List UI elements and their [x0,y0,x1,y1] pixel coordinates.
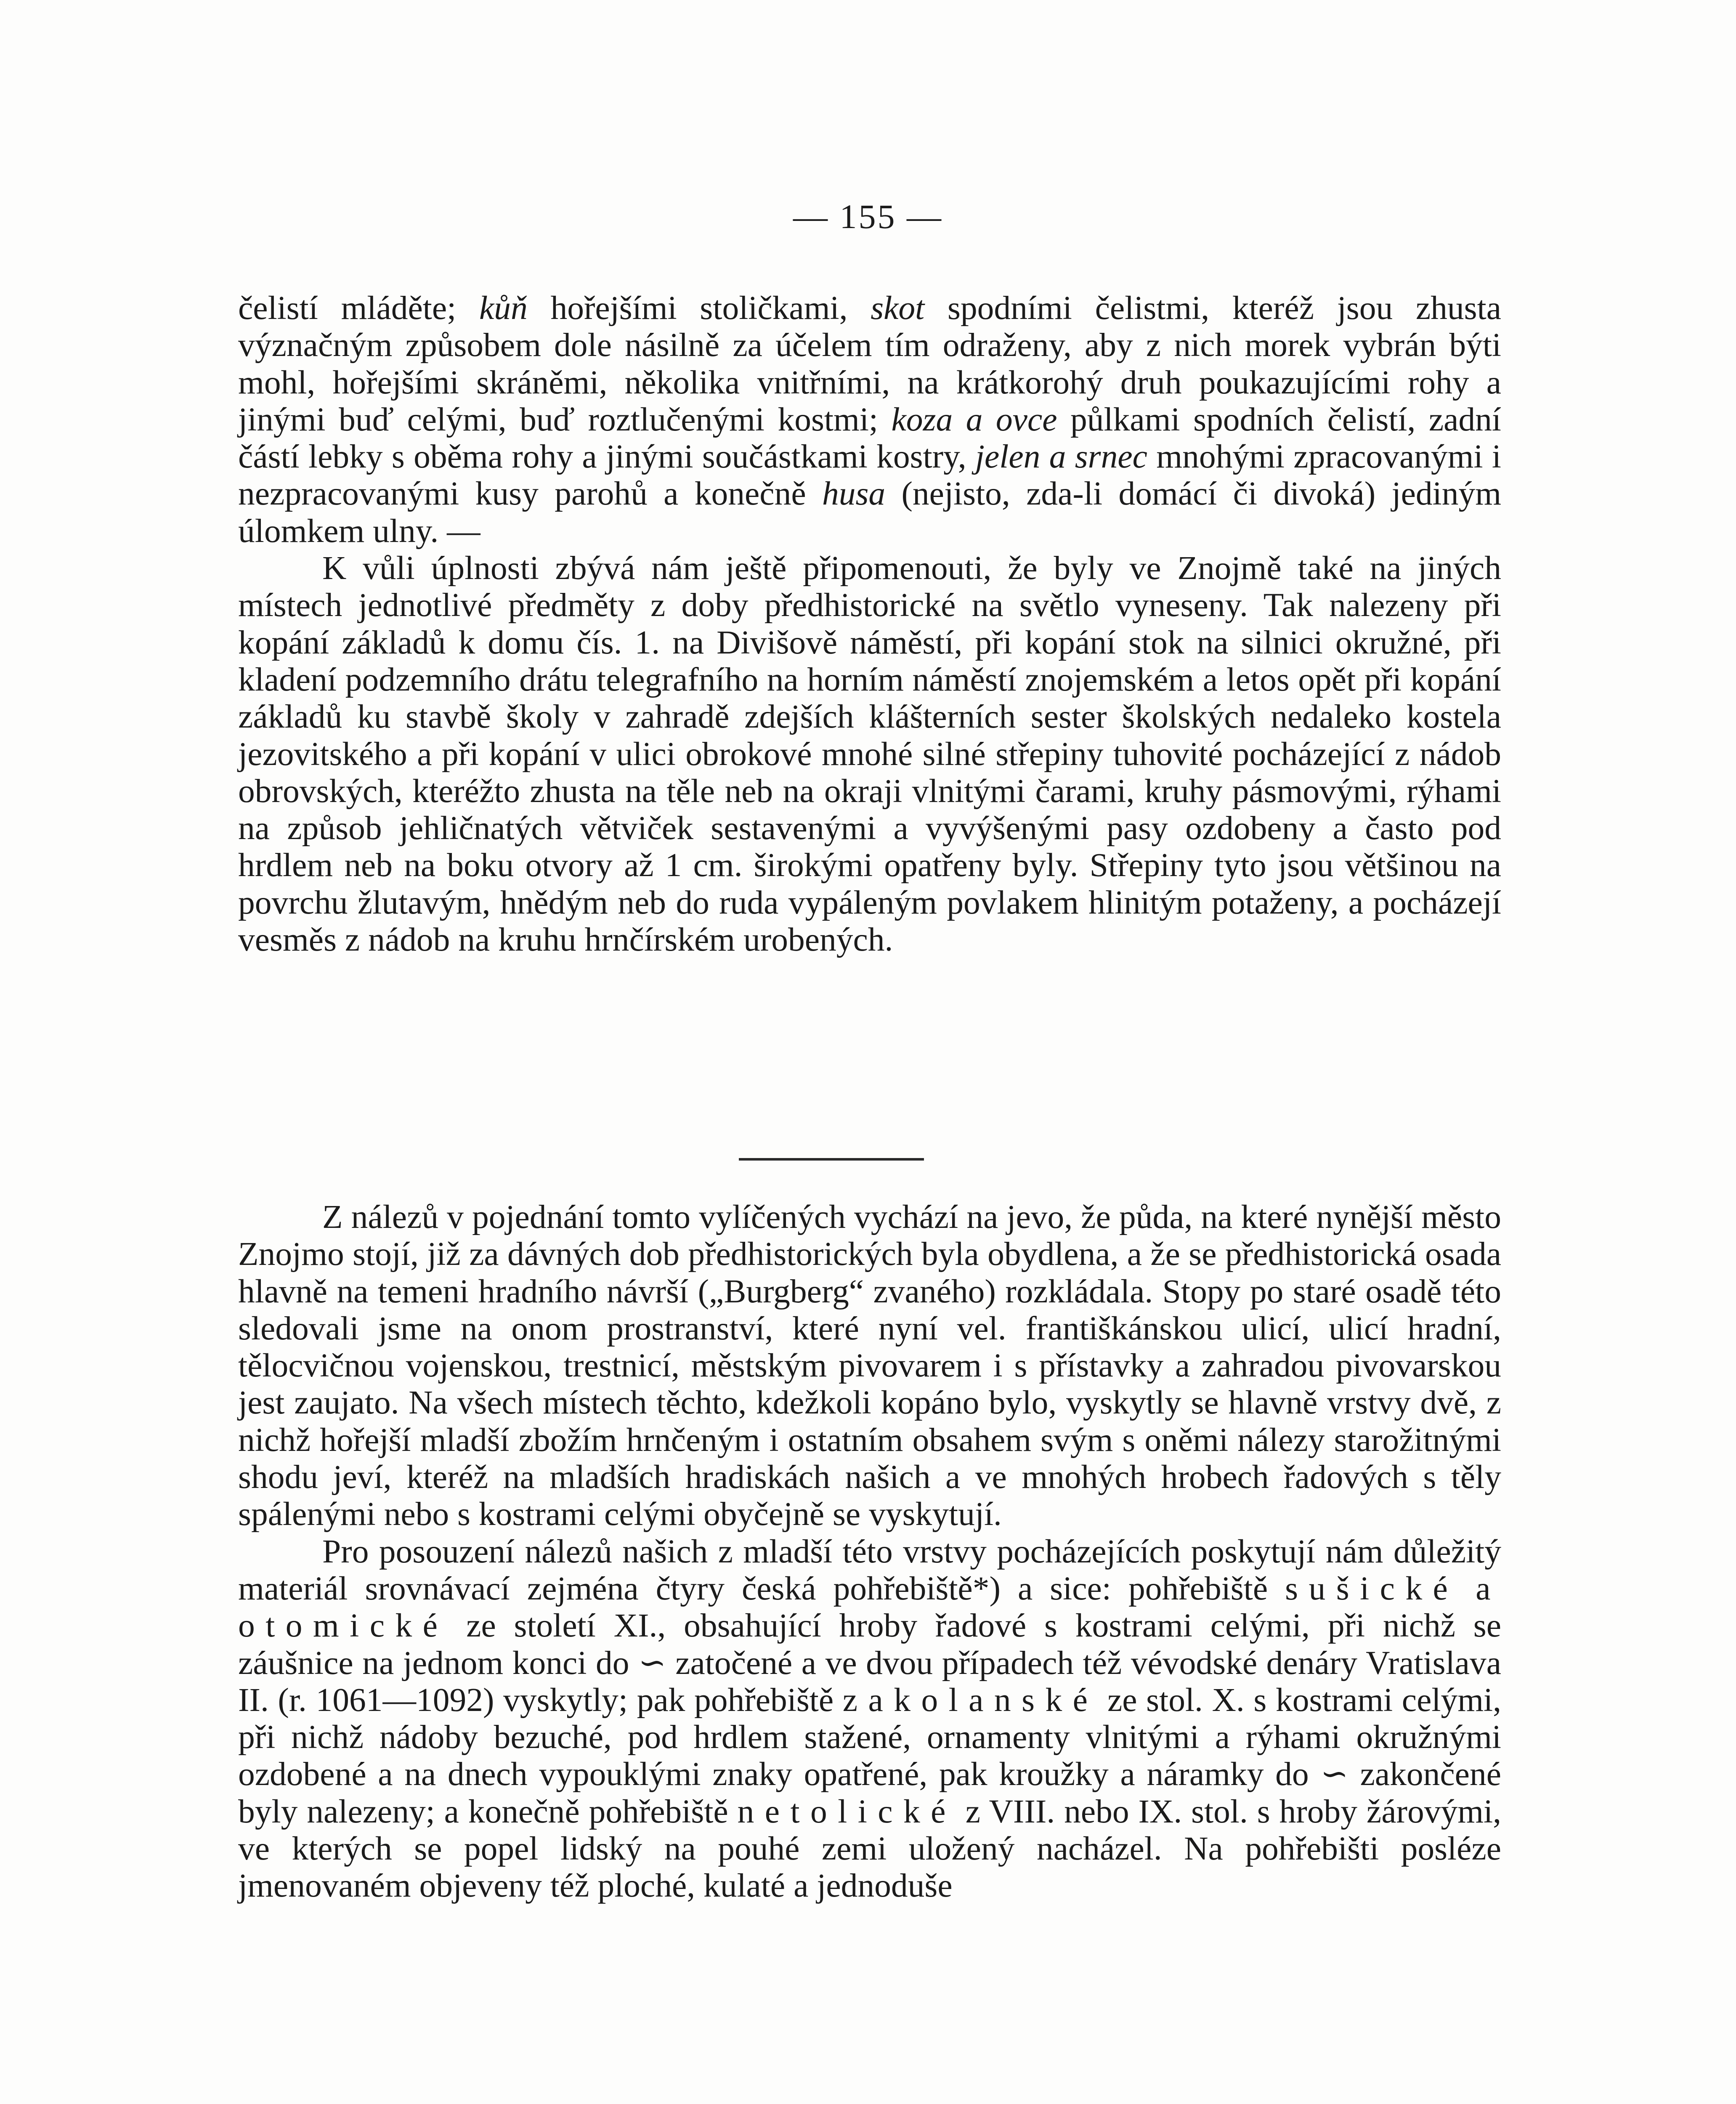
text-run: zakončené byly nalezeny; a konečně pohřebiště [238,1756,1501,1830]
text-run: ze stol. X. s kostrami celými, při nichž nádoby bezuché, pod hrdlem stažené, ornamenty vlnitými a rýhami okružnými ozdobené a na dnech vypouklými znaky opatřené, pak kroužky a náramky do [238,1681,1501,1793]
spaced-term: sušické [1285,1570,1459,1607]
text-run: ze století XI., obsahující hroby řadové s kostrami celými, při nichž se záušnice na jednom konci do [238,1607,1501,1682]
italic-term: kůň [479,290,528,327]
spaced-term: otomické [238,1607,449,1644]
spaced-term: zakolanské [842,1681,1099,1719]
paragraph-conclusions: Z nálezů v pojednání tomto vylíčených vychází na jevo, že půda, na které nynější město Znojmo stojí, již za dávných dob předhistorických byla obydlena, a že se předhistorická osada hlavně na temeni hradního návrší („Burgberg“ zvaného) rozkládala. Stopy po staré osadě této sledovali jsme na onom prostranství, které nyní vel. františkánskou ulicí, ulicí hradní, tělocvičnou vojenskou, trestnicí, městským pivovarem i s přístavky a zahradou pivovarskou jest zaujato. Na všech místech těchto, kdežkoli kopáno bylo, vyskytly se hlavně vrstvy dvě, z nichž hořejší mladší zbožím hrnčeným i ostatním obsahem svým s oněmi nálezy starožitnými shodu jeví, kteréž na mladších hradiskách našich a ve mnohých hrobech řadových s těly spálenými nebo s kostrami celými obyčejně se vyskytují. [238,1198,1501,1533]
italic-term: skot [871,290,925,327]
italic-term: koza a ovce [891,401,1057,438]
page-number: — 155 — [793,197,943,236]
text-run: (nejisto, zda-li domácí či divoká) jediným úlomkem ulny. — [238,475,1502,550]
text-run: z VIII. nebo IX. stol. s hroby žárovými, ve kterých se popel lidský na pouhé zemi uložený nacházel. Na pohřebišti posléze jmenovaném objeveny též ploché, kulaté a jednoduše [238,1793,1502,1905]
text-run: zatočené a ve dvou případech též vévodské denáry Vratislava II. (r. 1061—1092) vyskytly; pak pohřebiště [238,1644,1501,1719]
text-block-upper [238,290,1501,958]
text-run: čelistí mláděte; [238,290,457,327]
italic-term: jelen a srnec [975,438,1147,476]
paragraph-animal-remains [238,290,1501,550]
paragraph-burial-sites [238,1533,1501,1905]
text-run: hořejšími stoličkami, [550,290,848,327]
text-run: mnohými zpracovanými i nezpracovanými kusy parohů a konečně [238,438,1501,513]
spaced-term: netolické [737,1793,956,1830]
spaced-term: a [1476,1570,1501,1607]
text-run: půlkami spodních čelistí, zadní částí lebky s oběma rohy a jinými součástkami kostry, [238,401,1501,476]
s-hook-symbol: ∽ [638,1644,666,1682]
text-run: spodními čelistmi, kteréž jsou zhusta význačným způsobem dole násilně za účelem tím odraženy, aby z nich morek vybrán býti mohl, hořejšími skráněmi, několika vnitřními, na krátkorohý druh poukazujícími rohy a jinými buď celými, buď roztlučenými kostmi; [238,290,1501,438]
s-hook-symbol: ∽ [1320,1756,1348,1793]
section-divider [739,1158,924,1161]
paragraph-other-finds: K vůli úplnosti zbývá nám ještě připomenouti, že byly ve Znojmě také na jiných místech jednotlivé předměty z doby předhistorické na světlo vyneseny. Tak nalezeny při kopání základů k domu čís. 1. na Divišově náměstí, při kopání stok na silnici okružné, při kladení podzemního drátu telegrafního na horním náměstí znojemském a letos opět při kopání základů ku stavbě školy v zahradě zdejších klášterních sester školských nedaleko kostela jezovitského a při kopání v ulici obrokové mnohé silné střepiny tuhovité pocházející z nádob obrovských, kteréžto zhusta na těle neb na okraji vlnitými čarami, kruhy pásmovými, rýhami na způsob jehličnatých větviček sestavenými a vyvýšenými pasy ozdobeny a často pod hrdlem neb na boku otvory až 1 cm. širokými opatřeny byly. Střepiny tyto jsou většinou na povrchu žlutavým, hnědým neb do ruda vypáleným povlakem hlinitým potaženy, a pocházejí vesměs z nádob na kruhu hrnčírském urobených. [238,550,1501,959]
text-run: Pro posouzení nálezů našich z mladší této vrstvy pocházejících poskytují nám důležitý materiál srovnávací zejména čtyry česká pohřebiště*) a sice: pohřebiště [238,1533,1501,1607]
text-block-lower [238,1198,1501,1905]
italic-term: husa [822,475,886,513]
